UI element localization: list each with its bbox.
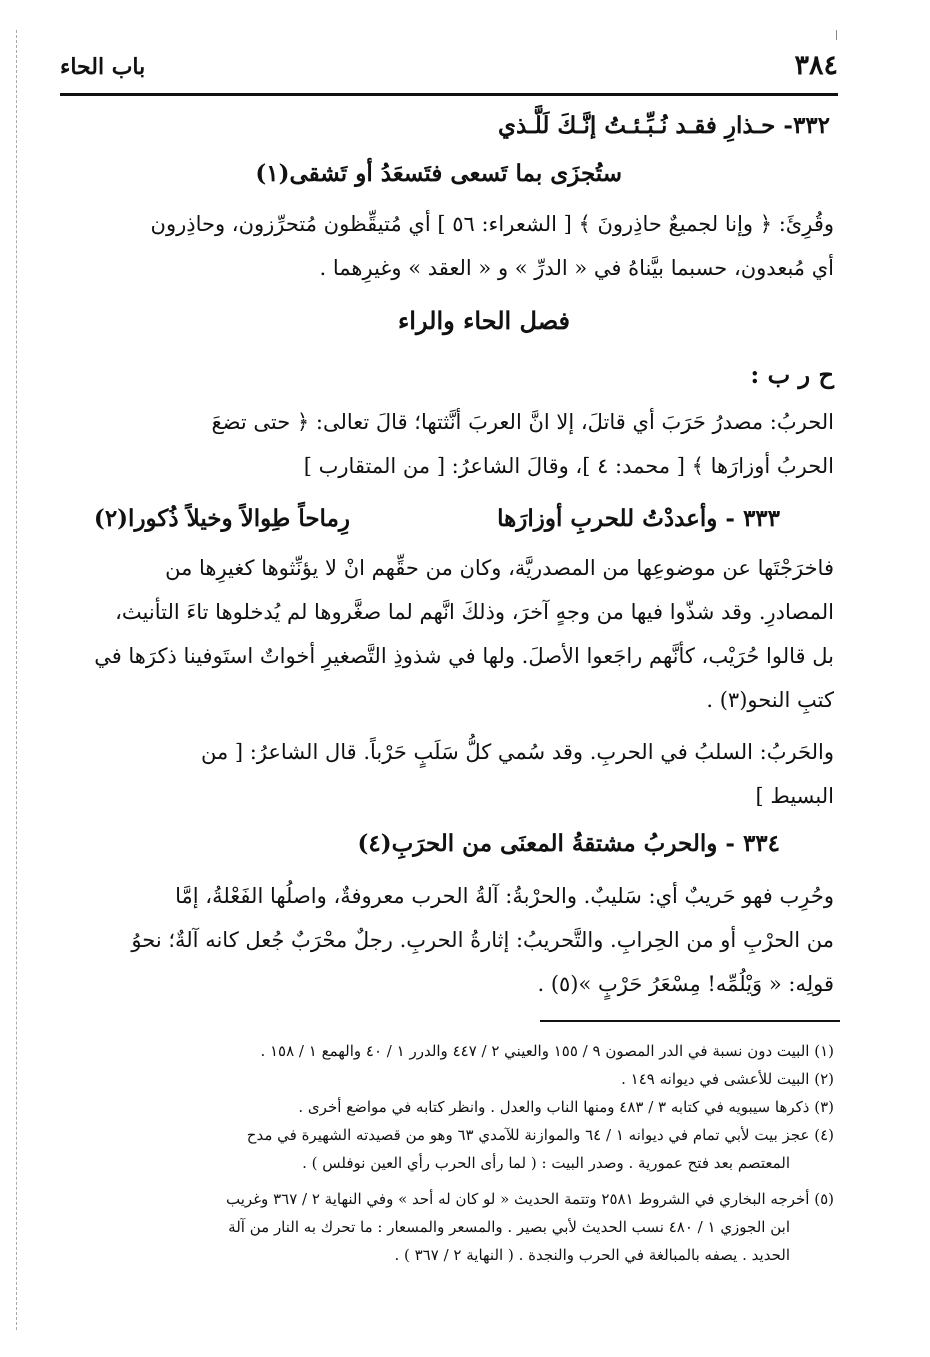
footnote-3: (٣) ذكرها سيبويه في كتابه ٣ / ٤٨٣ ومنها الناب والعدل . وانظر كتابه في مواضع أخرى . [298,1098,834,1116]
header-rule [60,93,838,96]
footnote-2: (٢) البيت للأعشى في ديوانه ١٤٩ . [621,1070,834,1088]
chapter-title: باب الحاء [60,54,146,80]
verse-333-hemistich-2: رِماحاً طِوالاً وخيلاً ذُكورا(٢) [93,505,350,532]
paragraph-4-line-2: البسيط ] [755,784,834,808]
footnote-4-line-1: (٤) عجز بيت لأبي تمام في ديوانه ١ / ٦٤ والموازنة للآمدي ٦٣ وهو من قصيدته الشهيرة في مدح [246,1126,834,1144]
section-heading: فصل الحاء والراء [397,306,570,335]
page-number: ٣٨٤ [794,50,838,81]
paragraph-5-line-2: من الحرْبِ أو من الحِرابِ. والتَّحريبُ: إثارةُ الحربِ. رجلٌ محْرَبٌ جُعل كانه آلةٌ؛ نحوُ [131,928,834,952]
root-label: ح ر ب : [750,360,834,389]
paragraph-3-line-3: بل قالوا حُرَيْب، كأنَّهم راجَعوا الأصلَ. ولها في شذوذِ التَّصغيرِ أخواتٌ استَوفينا ذكرَها في [94,644,834,668]
scan-mark [836,30,837,40]
paragraph-3-line-1: فاخرَجْتَها عن موضوعِها من المصدريَّة، وكان من حقِّهم انْ لا يؤنِّثوها كغيرِها من [165,556,834,580]
paragraph-1-line-1: وقُرِئَ: ﴿ وإنا لجميعٌ حاذِرونَ ﴾ [ الشعراء: ٥٦ ] أي مُتيقِّظون مُتحرِّزون، وحاذِرون [150,212,834,236]
footnote-4-line-2: المعتصم بعد فتح عمورية . وصدر البيت : ( لما رأى الحرب رأي العين نوفلس ) . [302,1154,790,1172]
verse-332-line-1: ٣٣٢- حـذارِ فقـد نُـبِّـئـتُ إنَّـكَ لَلَّـذي [497,112,830,139]
paragraph-1-line-2: أي مُبعدون، حسبما بيَّناهُ في « الدرِّ » و « العقد » وغيرِهما . [319,256,834,280]
footnote-rule [540,1020,840,1022]
footnote-5-line-2: ابن الجوزي ١ / ٤٨٠ نسب الحديث لأبي بصير . والمسعر والمسعار : ما تحرك به النار من آلة [228,1218,790,1236]
footnote-5-line-3: الحديد . يصفه بالمبالغة في الحرب والنجدة . ( النهاية ٢ / ٣٦٧ ) . [394,1246,790,1264]
paragraph-3-line-2: المصادرِ. وقد شذّوا فيها من وجهٍ آخرَ، وذلكَ انَّهم لما صغَّروها لم يُدخلوها تاءَ التأنيث، [115,600,834,624]
verse-333-hemistich-1: ٣٣٣ - وأعددْتُ للحربِ أوزارَها [497,505,780,532]
paragraph-3-line-4: كتبِ النحو(٣) . [706,688,834,712]
paragraph-4-line-1: والحَربُ: السلبُ في الحربِ. وقد سُمي كلُّ سَلَبٍ حَرْباً. قال الشاعرُ: [ من [200,740,834,764]
verse-334: ٣٣٤ - والحربُ مشتقةُ المعنَى من الحرَبِ(٤) [357,830,780,857]
paragraph-2-line-1: الحربُ: مصدرُ حَرَبَ أي قاتلَ، إلا انَّ العربَ أنَّثتها؛ قالَ تعالى: ﴿ حتى تضعَ [211,410,834,434]
verse-332-line-2: ستُجزَى بما تَسعى فتَسعَدُ أو تَشقى(١) [255,160,622,187]
paragraph-5-line-1: وحُرِب فهو حَريبٌ أي: سَليبٌ. والحرْبةُ: آلةُ الحرب معروفةٌ، واصلُها الفَعْلةُ، إمَّا [175,884,834,908]
footnote-5-line-1: (٥) أخرجه البخاري في الشروط ٢٥٨١ وتتمة الحديث « لو كان له أحد » وفي النهاية ٢ / ٣٦٧ وغريب [226,1190,834,1208]
paragraph-5-line-3: قولِه: « وَيْلُمِّه! مِسْعَرُ حَرْبٍ »(٥) . [537,972,834,996]
running-header [60,44,838,88]
paragraph-2-line-2: الحربُ أوزارَها ﴾ [ محمد: ٤ ]، وقالَ الشاعرُ: [ من المتقارب ] [303,454,834,478]
scan-edge-line [16,30,17,1330]
footnote-1: (١) البيت دون نسبة في الدر المصون ٩ / ١٥٥ والعيني ٢ / ٤٤٧ والدرر ١ / ٤٠ والهمع ١ / ١٥٨ . [260,1042,834,1060]
